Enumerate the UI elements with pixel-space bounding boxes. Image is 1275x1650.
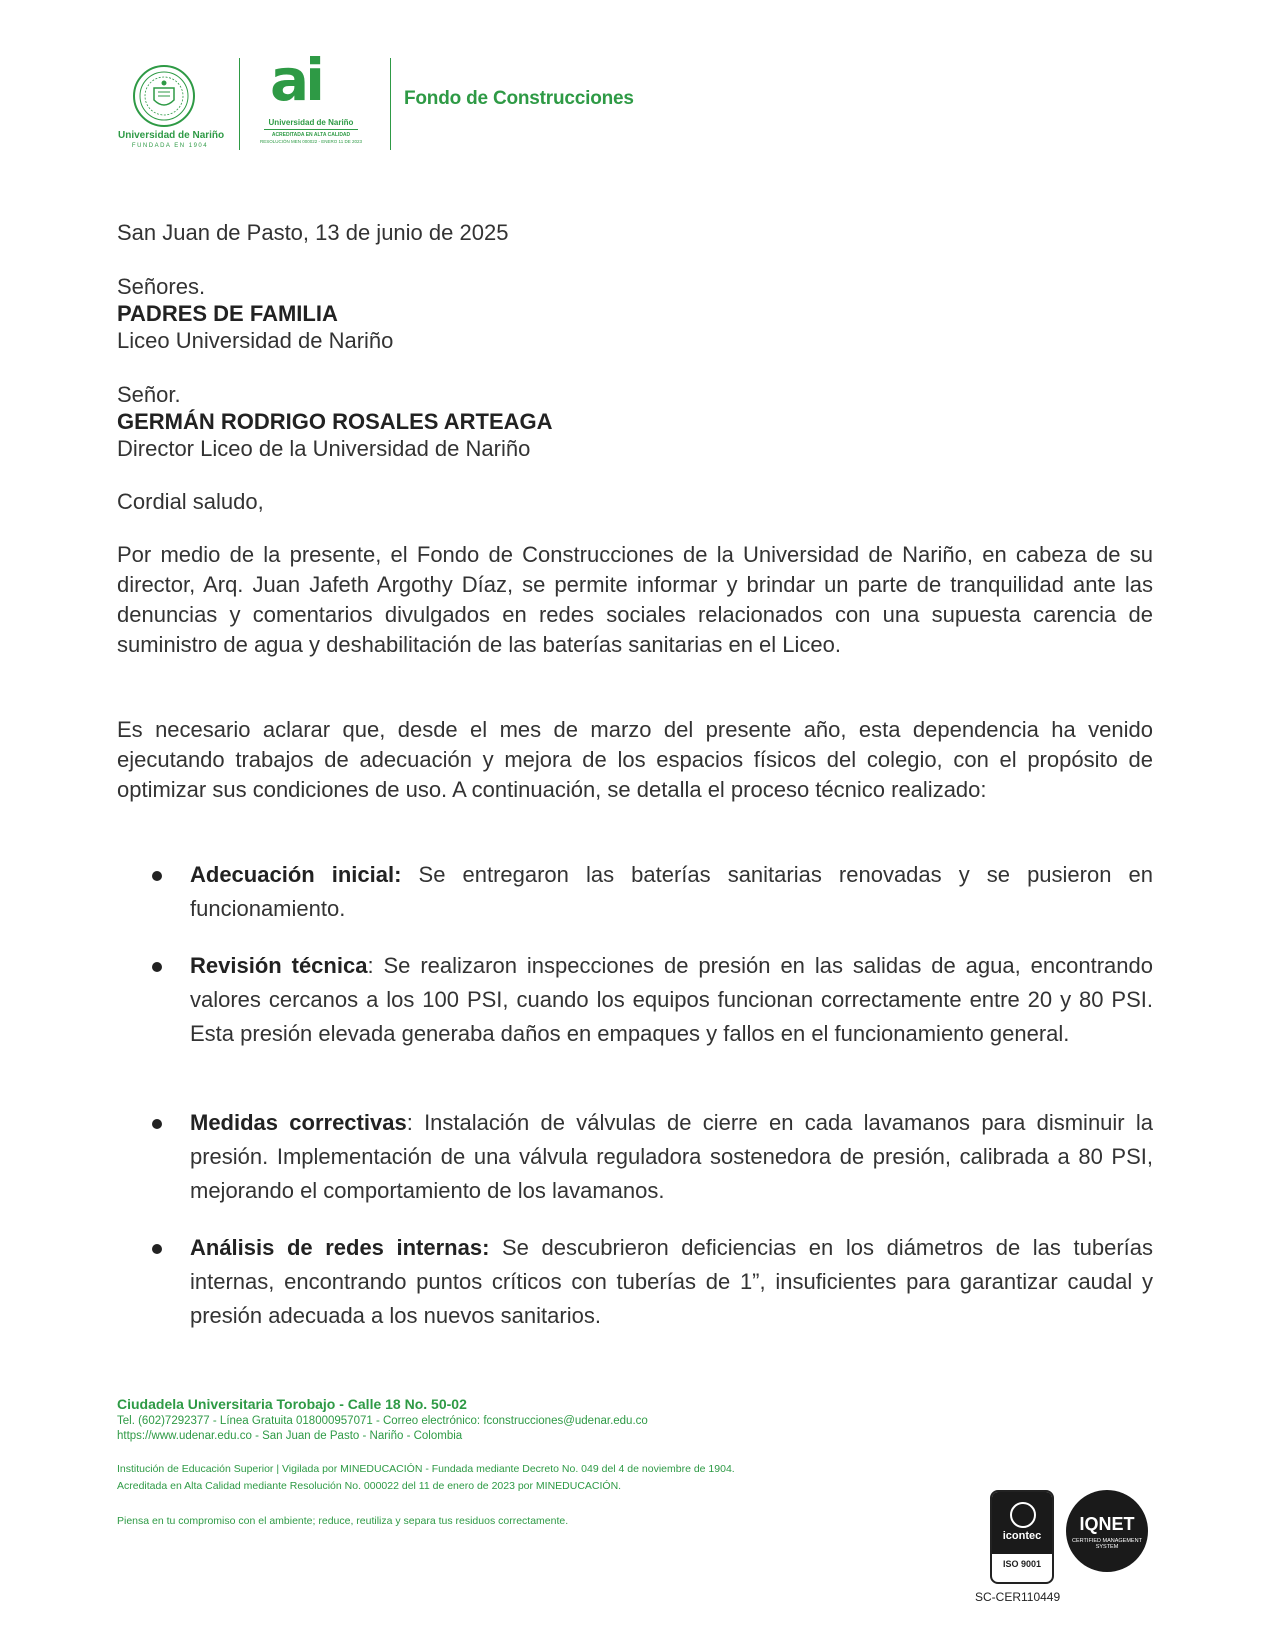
bullet-text: Se descubrieron deficiencias en los diámetros de las tuberías internas, encontrando puntos críticos con tuberías de 1”, insuficientes para garantizar caudal y presión adecuada a los nuevos sanitarios. (190, 1235, 1153, 1328)
icontec-label: icontec (1002, 1530, 1042, 1542)
bullet-title: Análisis de redes internas: (190, 1235, 490, 1260)
bullet-dot (152, 962, 162, 972)
header-divider (390, 58, 391, 150)
greeting: Cordial saludo, (117, 489, 264, 514)
university-name: Universidad de Nariño (118, 130, 225, 141)
footer-accreditation: Acreditada en Alta Calidad mediante Resolución No. 000022 del 11 de enero de 2023 por MINEDUCACIÓN. (117, 1480, 622, 1492)
bullet-item (190, 1231, 1153, 1333)
icontec-top (992, 1492, 1052, 1554)
ai-rule (264, 129, 358, 130)
recipient1-org: Liceo Universidad de Nariño (117, 328, 394, 353)
icontec-icon (1010, 1502, 1036, 1528)
university-founded: FUNDADA EN 1904 (131, 143, 209, 149)
recipient1-name: PADRES DE FAMILIA (117, 301, 338, 326)
accreditation-logo (246, 46, 376, 156)
recipient1-salutation: Señores. (117, 274, 206, 299)
ai-accreditation: ACREDITADA EN ALTA CALIDAD (271, 132, 351, 138)
bullet-item (190, 858, 1153, 926)
bullet-title: Medidas correctivas (190, 1110, 407, 1135)
paragraph-1: Por medio de la presente, el Fondo de Construcciones de la Universidad de Nariño, en cabeza de su director, Arq. Juan Jafeth Argothy Díaz, se permite informar y brindar un parte de tranquilidad ante las denuncias y comentarios divulgados en redes sociales relacionados con una supuesta carencia de suministro de agua y deshabilitación de las baterías sanitarias en el Liceo. (117, 542, 1153, 657)
bullet-text: Se entregaron las baterías sanitarias renovadas y se pusieron en funcionamiento. (190, 862, 1153, 921)
footer-environment: Piensa en tu compromiso con el ambiente; reduce, reutiliza y separa tus residuos correctamente. (117, 1515, 569, 1527)
bullet-dot (152, 871, 162, 881)
ai-university: Universidad de Nariño (268, 118, 354, 127)
recipient2-salutation: Señor. (117, 382, 181, 407)
footer-address: Ciudadela Universitaria Torobajo - Calle 18 No. 50-02 (117, 1396, 467, 1412)
ai-resolution: RESOLUCIÓN MEN 000022 - ENERO 11 DE 2023 (260, 139, 362, 144)
iso-label: ISO 9001 (1002, 1559, 1042, 1569)
header-divider (239, 58, 240, 150)
bullet-item (190, 1106, 1153, 1208)
iqnet-sub: CERTIFIED MANAGEMENT SYSTEM (1072, 1538, 1142, 1550)
paragraph-2: Es necesario aclarar que, desde el mes de marzo del presente año, esta dependencia ha venido ejecutando trabajos de adecuación y mejora de los espacios físicos del colegio, con el propósito de optimizar sus condiciones de uso. A continuación, se detalla el proceso técnico realizado: (117, 717, 1153, 802)
iqnet-label: IQNET (1079, 1514, 1135, 1534)
letterhead (118, 46, 678, 156)
university-seal-icon (132, 64, 196, 128)
bullet-title: Adecuación inicial: (190, 862, 402, 887)
recipient2-role: Director Liceo de la Universidad de Nariño (117, 436, 531, 461)
ai-mark: ai (270, 46, 322, 114)
footer-web: https://www.udenar.edu.co - San Juan de Pasto - Nariño - Colombia (117, 1430, 463, 1442)
iqnet-badge (1066, 1490, 1148, 1572)
department-name: Fondo de Construcciones (404, 88, 634, 109)
bullet-title: Revisión técnica (190, 953, 368, 978)
icontec-badge (990, 1490, 1054, 1584)
footer-institution: Institución de Educación Superior | Vigilada por MINEDUCACIÓN - Fundada mediante Decreto No. 049 del 4 de noviembre de 1904. (117, 1463, 735, 1475)
bullet-item (190, 949, 1153, 1051)
bullet-dot (152, 1119, 162, 1129)
bullet-text: : Se realizaron inspecciones de presión en las salidas de agua, encontrando valores cercanos a los 100 PSI, cuando los equipos funcionan correctamente entre 20 y 80 PSI. Esta presión elevada generaba daños en empaques y fallos en el funcionamiento general. (190, 953, 1153, 1046)
bullet-dot (152, 1244, 162, 1254)
footer-contact: Tel. (602)7292377 - Línea Gratuita 018000957071 - Correo electrónico: fconstrucciones@udenar.edu.co (117, 1415, 648, 1427)
date-line: San Juan de Pasto, 13 de junio de 2025 (117, 220, 509, 245)
recipient2-name: GERMÁN RODRIGO ROSALES ARTEAGA (117, 409, 553, 434)
certificate-code: SC-CER110449 (975, 1590, 1061, 1604)
bullet-text: : Instalación de válvulas de cierre en cada lavamanos para disminuir la presión. Implementación de una válvula reguladora sostenedora de presión, calibrada a 80 PSI, mejorando el comportamiento de los lavamanos. (190, 1110, 1154, 1203)
